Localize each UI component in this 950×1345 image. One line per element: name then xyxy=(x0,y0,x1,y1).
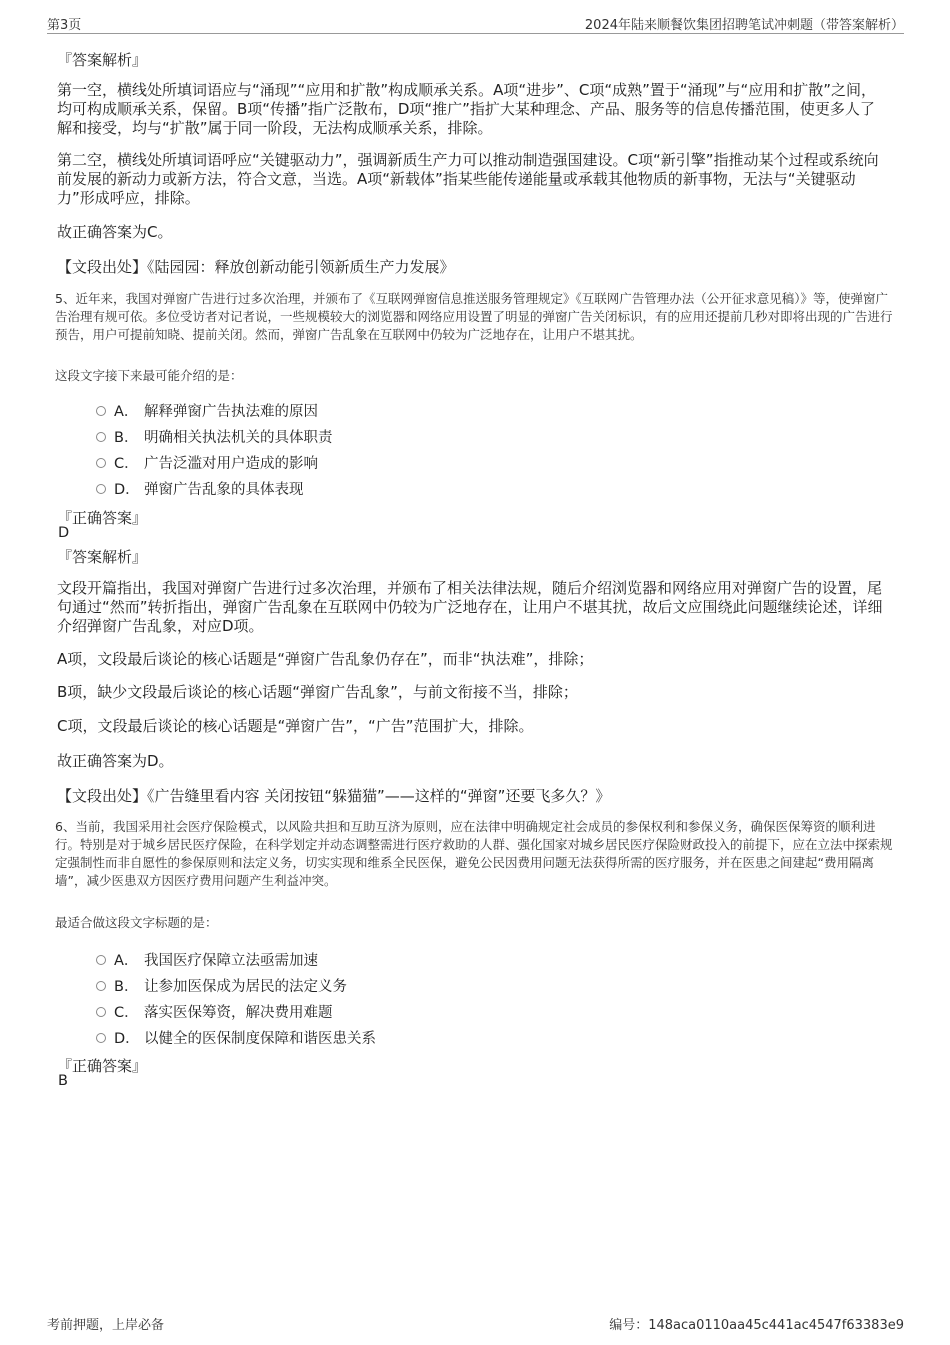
option-letter: A． xyxy=(114,404,139,420)
question-5-text: 5、近年来，我国对弹窗广告进行过多次治理，并颁布了《互联网弹窗信息推送服务管理规定》《互联网广告管理办法（公开征求意见稿）》等，使弹窗广告治理有规可依。多位受访者对记者说，一些规模较大的浏览器和网络应用设置了明显的弹窗广告关闭标识，有的应用还提前几秒对即将出现的广告进行预告，用户可提前知晓、提前关闭。然而，弹窗广告乱象在互联网中仍较为广泛地存在，让用户不堪其扰。 xyxy=(55,291,893,342)
option-text: 明确相关执法机关的具体职责 xyxy=(144,430,333,446)
question-6-option-d[interactable] xyxy=(96,1027,376,1047)
option-b-analysis: B项，缺少文段最后谈论的核心话题“弹窗广告乱象”，与前文衔接不当，排除； xyxy=(57,683,578,701)
correct-answer-label: 『正确答案』 xyxy=(57,1057,148,1075)
answer-conclusion: 故正确答案为D。 xyxy=(57,752,174,770)
footer-slogan: 考前押题，上岸必备 xyxy=(47,1318,165,1333)
analysis-label: 『答案解析』 xyxy=(57,548,148,566)
source-citation: 【文段出处】《广告缝里看内容 关闭按钮“躲猫猫”——这样的“弹窗”还要飞多久？》 xyxy=(57,787,611,805)
option-c-analysis: C项，文段最后谈论的核心话题是“弹窗广告”，“广告”范围扩大，排除。 xyxy=(57,717,534,735)
option-letter: B． xyxy=(114,979,139,995)
question-5-option-a[interactable] xyxy=(96,400,318,420)
option-text: 广告泛滥对用户造成的影响 xyxy=(144,456,318,472)
question-5-option-d[interactable] xyxy=(96,478,304,498)
question-6-prompt: 最适合做这段文字标题的是： xyxy=(55,915,218,930)
option-text: 以健全的医保制度保障和谐医患关系 xyxy=(144,1031,376,1047)
source-citation: 【文段出处】《陆园园：释放创新动能引领新质生产力发展》 xyxy=(57,258,455,276)
option-text: 我国医疗保障立法亟需加速 xyxy=(144,953,318,969)
option-letter: B． xyxy=(114,430,139,446)
radio-icon[interactable] xyxy=(96,484,106,494)
correct-answer-label: 『正确答案』 xyxy=(57,509,148,527)
option-text: 弹窗广告乱象的具体表现 xyxy=(144,482,304,498)
question-5-option-c[interactable] xyxy=(96,452,318,472)
radio-icon[interactable] xyxy=(96,1007,106,1017)
radio-icon[interactable] xyxy=(96,1033,106,1043)
option-letter: A． xyxy=(114,953,139,969)
option-letter: C． xyxy=(114,1005,139,1021)
question-6-text: 6、当前，我国采用社会医疗保险模式，以风险共担和互助互济为原则，应在法律中明确规定社会成员的参保权利和参保义务，确保医保筹资的顺利进行。特别是对于城乡居民医疗保险，在科学划定并动态调整需进行医疗救助的人群、强化国家对城乡居民医疗保险财政投入的前提下，应在立法中探索规定强制性而非自愿性的参保原则和法定义务，切实实现和维系全民医保，避免公民因费用问题无法获得所需的医疗服务，并在医患之间建起“费用隔离墙”，减少医患双方因医疗费用问题产生利益冲突。 xyxy=(55,819,893,888)
page-number: 第3页 xyxy=(47,18,82,33)
page-header xyxy=(47,14,904,34)
option-text: 让参加医保成为居民的法定义务 xyxy=(144,979,347,995)
analysis-label: 『答案解析』 xyxy=(57,51,148,69)
option-letter: D． xyxy=(114,1031,140,1047)
document-id: 编号：148aca0110aa45c441ac4547f63383e9 xyxy=(609,1318,904,1333)
answer-conclusion: 故正确答案为C。 xyxy=(57,223,173,241)
question-6-option-a[interactable] xyxy=(96,949,318,969)
correct-answer-value: D xyxy=(58,525,70,541)
analysis-paragraph-1: 文段开篇指出，我国对弹窗广告进行过多次治理，并颁布了相关法律法规，随后介绍浏览器和网络应用对弹窗广告的设置，尾句通过“然而”转折指出，弹窗广告乱象在互联网中仍较为广泛地存在，让用户不堪其扰，故后文应围绕此问题继续论述，详细介绍弹窗广告乱象，对应D项。 xyxy=(57,579,883,635)
radio-icon[interactable] xyxy=(96,432,106,442)
option-letter: C． xyxy=(114,456,139,472)
question-5-prompt: 这段文字接下来最可能介绍的是： xyxy=(55,368,243,383)
page-footer xyxy=(47,1314,904,1332)
correct-answer-value: B xyxy=(58,1073,68,1089)
option-a-analysis: A项，文段最后谈论的核心话题是“弹窗广告乱象仍存在”，而非“执法难”，排除； xyxy=(57,650,594,668)
option-text: 落实医保筹资，解决费用难题 xyxy=(144,1005,333,1021)
option-letter: D． xyxy=(114,482,140,498)
option-text: 解释弹窗广告执法难的原因 xyxy=(144,404,318,420)
analysis-paragraph-1: 第一空，横线处所填词语应与“涌现”“应用和扩散”构成顺承关系。A项“进步”、C项“成熟”置于“涌现”与“应用和扩散”之间，均可构成顺承关系，保留。B项“传播”指广泛散布，D项“推广”指扩大某种理念、产品、服务等的信息传播范围，使更多人了解和接受，均与“扩散”属于同一阶段，无法构成顺承关系，排除。 xyxy=(57,81,876,137)
document-title: 2024年陆来顺餐饮集团招聘笔试冲刺题（带答案解析） xyxy=(584,18,904,33)
radio-icon[interactable] xyxy=(96,955,106,965)
question-6-option-b[interactable] xyxy=(96,975,347,995)
radio-icon[interactable] xyxy=(96,458,106,468)
question-6-option-c[interactable] xyxy=(96,1001,333,1021)
analysis-paragraph-2: 第二空，横线处所填词语呼应“关键驱动力”，强调新质生产力可以推动制造强国建设。C项“新引擎”指推动某个过程或系统向前发展的新动力或新方法，符合文意，当选。A项“新载体”指某些能传递能量或承载其他物质的新事物，无法与“关键驱动力”形成呼应，排除。 xyxy=(57,151,879,207)
radio-icon[interactable] xyxy=(96,981,106,991)
question-5-option-b[interactable] xyxy=(96,426,333,446)
radio-icon[interactable] xyxy=(96,406,106,416)
